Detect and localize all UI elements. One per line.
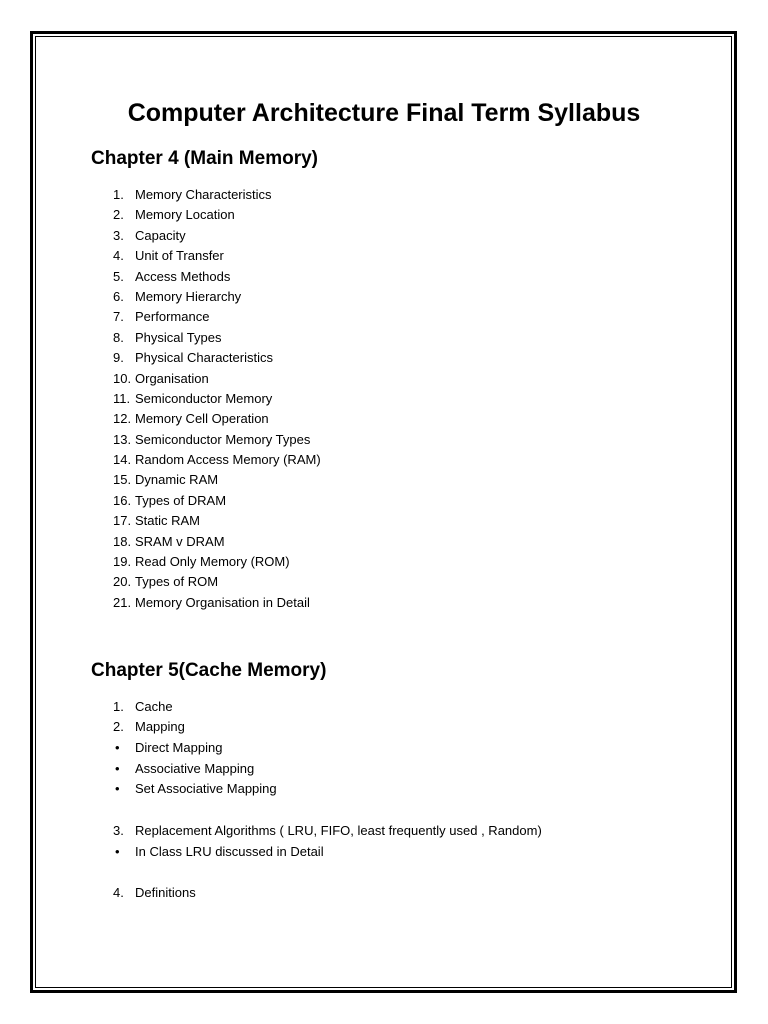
list-number: 2.: [113, 207, 124, 223]
list-item-text: Performance: [135, 309, 210, 325]
list-number: 20.: [113, 574, 132, 590]
list-number: 21.: [113, 594, 132, 610]
list-item-text: Memory Location: [135, 207, 235, 223]
list-item-text: Semiconductor Memory: [135, 390, 273, 406]
list-number: 12.: [113, 411, 132, 427]
bullet: •: [115, 761, 120, 776]
list-item-text: Memory Characteristics: [135, 187, 272, 202]
list-number: 1.: [113, 187, 124, 202]
list-item-text: In Class LRU discussed in Detail: [135, 844, 324, 859]
list-item-text: Unit of Transfer: [135, 248, 224, 264]
list-number: 8.: [113, 329, 124, 345]
list-number: 7.: [113, 309, 124, 325]
list-number: 5.: [113, 268, 124, 284]
list-number: 3.: [113, 823, 124, 838]
list-item-text: Organisation: [135, 370, 209, 386]
list-number: 4.: [113, 248, 124, 264]
list-number: 2.: [113, 719, 124, 734]
list-number: 6.: [113, 288, 124, 304]
list-item-text: Types of DRAM: [135, 492, 227, 508]
list-number: 19.: [113, 554, 132, 570]
list-number: 17.: [113, 513, 132, 529]
list-number: 9.: [113, 350, 124, 366]
bullet: •: [115, 740, 120, 755]
list-number: 1.: [113, 699, 124, 714]
list-item-text: Memory Hierarchy: [135, 288, 242, 304]
chapter-4-heading: Chapter 4 (Main Memory): [91, 148, 318, 169]
list-item-text: Semiconductor Memory Types: [135, 431, 311, 447]
list-item-text: Cache: [135, 699, 173, 714]
list-number: 18.: [113, 533, 132, 549]
bullet: •: [115, 781, 120, 796]
list-number: 16.: [113, 492, 132, 508]
list-item-text: Definitions: [135, 885, 196, 900]
list-item-text: Direct Mapping: [135, 740, 223, 755]
list-item-text: Capacity: [135, 227, 186, 243]
list-item-text: Memory Organisation in Detail: [135, 594, 310, 610]
list-number: 4.: [113, 885, 124, 900]
list-number: 15.: [113, 472, 132, 488]
list-item-text: Types of ROM: [135, 574, 219, 590]
list-item-text: Physical Characteristics: [135, 350, 273, 366]
chapter-5-heading: Chapter 5(Cache Memory): [91, 660, 327, 681]
list-item-text: Dynamic RAM: [135, 472, 219, 488]
list-item-text: Associative Mapping: [135, 761, 255, 776]
list-item-text: Static RAM: [135, 513, 201, 529]
list-number: 14.: [113, 452, 132, 468]
list-item-text: Physical Types: [135, 329, 222, 345]
list-item-text: Read Only Memory (ROM): [135, 554, 290, 570]
list-number: 10.: [113, 370, 132, 386]
list-item-text: Access Methods: [135, 268, 231, 284]
list-number: 13.: [113, 431, 132, 447]
list-item-text: Memory Cell Operation: [135, 411, 269, 427]
bullet: •: [115, 844, 120, 859]
document-title: Computer Architecture Final Term Syllabus: [127, 99, 641, 127]
list-item-text: Random Access Memory (RAM): [135, 452, 321, 468]
list-number: 11.: [113, 390, 131, 406]
list-number: 3.: [113, 227, 124, 243]
list-item-text: Mapping: [135, 719, 185, 734]
list-item-text: Set Associative Mapping: [135, 781, 277, 796]
list-item-text: Replacement Algorithms ( LRU, FIFO, least frequently used , Random): [135, 823, 542, 838]
list-item-text: SRAM v DRAM: [135, 533, 225, 549]
